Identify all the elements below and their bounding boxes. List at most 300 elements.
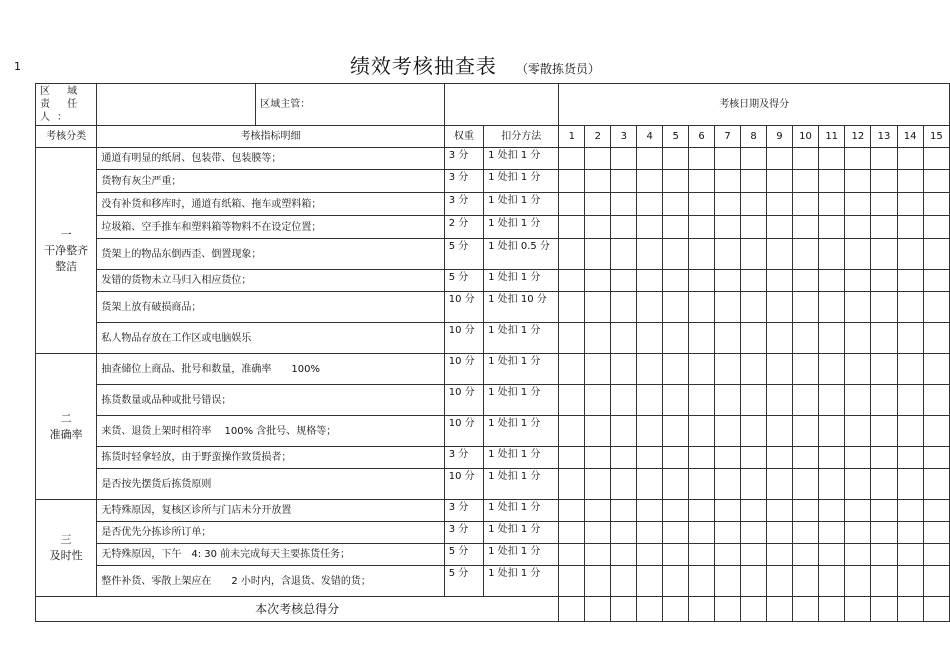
total-score-cell[interactable] [792, 597, 818, 622]
score-input-cell[interactable] [611, 170, 637, 193]
score-input-cell[interactable] [845, 354, 871, 385]
score-input-cell[interactable] [819, 447, 845, 469]
score-input-cell[interactable] [637, 469, 663, 500]
score-input-cell[interactable] [767, 239, 793, 270]
score-input-cell[interactable] [611, 385, 637, 416]
score-input-cell[interactable] [585, 292, 611, 323]
score-input-cell[interactable] [792, 148, 818, 170]
score-input-cell[interactable] [871, 385, 897, 416]
score-input-cell[interactable] [871, 354, 897, 385]
score-input-cell[interactable] [923, 148, 949, 170]
score-input-cell[interactable] [897, 216, 923, 239]
score-input-cell[interactable] [923, 385, 949, 416]
score-input-cell[interactable] [845, 170, 871, 193]
score-input-cell[interactable] [663, 500, 689, 522]
score-input-cell[interactable] [819, 239, 845, 270]
score-input-cell[interactable] [715, 323, 741, 354]
score-input-cell[interactable] [923, 170, 949, 193]
score-input-cell[interactable] [637, 239, 663, 270]
score-input-cell[interactable] [923, 270, 949, 292]
score-input-cell[interactable] [897, 239, 923, 270]
score-input-cell[interactable] [767, 270, 793, 292]
score-input-cell[interactable] [923, 323, 949, 354]
score-input-cell[interactable] [871, 148, 897, 170]
score-input-cell[interactable] [663, 323, 689, 354]
score-input-cell[interactable] [611, 239, 637, 270]
score-input-cell[interactable] [792, 170, 818, 193]
score-input-cell[interactable] [689, 239, 715, 270]
score-input-cell[interactable] [767, 216, 793, 239]
score-input-cell[interactable] [741, 416, 767, 447]
score-input-cell[interactable] [741, 193, 767, 216]
score-input-cell[interactable] [741, 323, 767, 354]
score-input-cell[interactable] [819, 469, 845, 500]
score-input-cell[interactable] [871, 447, 897, 469]
score-input-cell[interactable] [715, 469, 741, 500]
score-input-cell[interactable] [559, 544, 585, 566]
score-input-cell[interactable] [741, 292, 767, 323]
score-input-cell[interactable] [871, 566, 897, 597]
score-input-cell[interactable] [559, 522, 585, 544]
score-input-cell[interactable] [741, 544, 767, 566]
score-input-cell[interactable] [689, 500, 715, 522]
score-input-cell[interactable] [897, 354, 923, 385]
score-input-cell[interactable] [715, 416, 741, 447]
score-input-cell[interactable] [715, 566, 741, 597]
score-input-cell[interactable] [741, 447, 767, 469]
score-input-cell[interactable] [767, 500, 793, 522]
score-input-cell[interactable] [585, 469, 611, 500]
score-input-cell[interactable] [845, 416, 871, 447]
score-input-cell[interactable] [611, 522, 637, 544]
score-input-cell[interactable] [715, 170, 741, 193]
score-input-cell[interactable] [637, 323, 663, 354]
score-input-cell[interactable] [559, 239, 585, 270]
total-score-cell[interactable] [741, 597, 767, 622]
score-input-cell[interactable] [845, 323, 871, 354]
score-input-cell[interactable] [897, 385, 923, 416]
score-input-cell[interactable] [767, 193, 793, 216]
score-input-cell[interactable] [559, 270, 585, 292]
score-input-cell[interactable] [792, 354, 818, 385]
score-input-cell[interactable] [689, 148, 715, 170]
score-input-cell[interactable] [689, 544, 715, 566]
total-score-cell[interactable] [585, 597, 611, 622]
score-input-cell[interactable] [637, 447, 663, 469]
score-input-cell[interactable] [663, 193, 689, 216]
score-input-cell[interactable] [792, 544, 818, 566]
score-input-cell[interactable] [663, 292, 689, 323]
score-input-cell[interactable] [792, 385, 818, 416]
score-input-cell[interactable] [559, 170, 585, 193]
method-cell: 1 处扣 1 分 [484, 148, 559, 170]
score-input-cell[interactable] [792, 416, 818, 447]
score-input-cell[interactable] [637, 416, 663, 447]
score-input-cell[interactable] [871, 522, 897, 544]
score-input-cell[interactable] [819, 566, 845, 597]
score-input-cell[interactable] [663, 416, 689, 447]
score-input-cell[interactable] [741, 270, 767, 292]
score-input-cell[interactable] [689, 566, 715, 597]
score-input-cell[interactable] [792, 500, 818, 522]
score-input-cell[interactable] [819, 216, 845, 239]
score-input-cell[interactable] [611, 354, 637, 385]
score-input-cell[interactable] [611, 566, 637, 597]
score-input-cell[interactable] [741, 385, 767, 416]
score-input-cell[interactable] [767, 148, 793, 170]
score-input-cell[interactable] [845, 239, 871, 270]
score-input-cell[interactable] [792, 447, 818, 469]
score-input-cell[interactable] [897, 500, 923, 522]
score-input-cell[interactable] [767, 566, 793, 597]
score-input-cell[interactable] [637, 566, 663, 597]
score-input-cell[interactable] [845, 292, 871, 323]
score-input-cell[interactable] [585, 522, 611, 544]
score-input-cell[interactable] [559, 148, 585, 170]
total-score-cell[interactable] [715, 597, 741, 622]
score-input-cell[interactable] [559, 292, 585, 323]
day-header-12: 12 [845, 126, 871, 148]
category-name: 干净整齐 [44, 243, 89, 257]
indicator-cell: 无特殊原因，复核区诊所与门店未分开放置 [97, 500, 444, 522]
score-input-cell[interactable] [585, 270, 611, 292]
weight-cell: 5 分 [444, 544, 483, 566]
score-input-cell[interactable] [871, 500, 897, 522]
score-input-cell[interactable] [897, 170, 923, 193]
method-cell: 1 处扣 1 分 [484, 354, 559, 385]
area-responsible-field[interactable] [97, 84, 256, 126]
score-input-cell[interactable] [792, 216, 818, 239]
score-input-cell[interactable] [637, 500, 663, 522]
score-input-cell[interactable] [689, 522, 715, 544]
score-input-cell[interactable] [923, 566, 949, 597]
score-input-cell[interactable] [767, 292, 793, 323]
score-input-cell[interactable] [845, 469, 871, 500]
score-input-cell[interactable] [819, 292, 845, 323]
score-input-cell[interactable] [845, 544, 871, 566]
score-input-cell[interactable] [819, 522, 845, 544]
score-input-cell[interactable] [611, 148, 637, 170]
score-input-cell[interactable] [715, 193, 741, 216]
score-input-cell[interactable] [559, 323, 585, 354]
score-input-cell[interactable] [715, 447, 741, 469]
score-input-cell[interactable] [871, 193, 897, 216]
score-input-cell[interactable] [637, 354, 663, 385]
score-input-cell[interactable] [637, 170, 663, 193]
score-input-cell[interactable] [897, 566, 923, 597]
score-input-cell[interactable] [923, 544, 949, 566]
score-input-cell[interactable] [689, 447, 715, 469]
score-input-cell[interactable] [715, 216, 741, 239]
score-input-cell[interactable] [611, 193, 637, 216]
table-row [36, 270, 950, 292]
weight-cell: 5 分 [444, 270, 483, 292]
score-input-cell[interactable] [923, 447, 949, 469]
score-input-cell[interactable] [819, 385, 845, 416]
score-input-cell[interactable] [792, 469, 818, 500]
score-input-cell[interactable] [741, 170, 767, 193]
score-input-cell[interactable] [689, 469, 715, 500]
score-input-cell[interactable] [715, 385, 741, 416]
score-input-cell[interactable] [897, 323, 923, 354]
total-score-cell[interactable] [767, 597, 793, 622]
score-input-cell[interactable] [897, 447, 923, 469]
score-input-cell[interactable] [715, 292, 741, 323]
weight-cell: 3 分 [444, 170, 483, 193]
score-input-cell[interactable] [663, 469, 689, 500]
total-score-cell[interactable] [637, 597, 663, 622]
score-input-cell[interactable] [819, 148, 845, 170]
score-input-cell[interactable] [715, 500, 741, 522]
score-input-cell[interactable] [663, 447, 689, 469]
total-score-cell[interactable] [559, 597, 585, 622]
score-input-cell[interactable] [767, 447, 793, 469]
indicator-cell: 垃圾箱、空手推车和塑料箱等物料不在设定位置； [97, 216, 444, 239]
score-input-cell[interactable] [792, 270, 818, 292]
score-input-cell[interactable] [897, 270, 923, 292]
score-input-cell[interactable] [585, 416, 611, 447]
score-input-cell[interactable] [585, 323, 611, 354]
page-number: 1 [14, 60, 21, 73]
score-input-cell[interactable] [923, 354, 949, 385]
score-input-cell[interactable] [871, 170, 897, 193]
score-input-cell[interactable] [741, 239, 767, 270]
score-input-cell[interactable] [923, 216, 949, 239]
score-input-cell[interactable] [767, 469, 793, 500]
score-input-cell[interactable] [611, 416, 637, 447]
score-input-cell[interactable] [611, 292, 637, 323]
score-input-cell[interactable] [767, 522, 793, 544]
category-name-cont: 整洁 [55, 259, 78, 273]
score-input-cell[interactable] [845, 148, 871, 170]
total-score-cell[interactable] [663, 597, 689, 622]
score-input-cell[interactable] [689, 170, 715, 193]
score-input-cell[interactable] [585, 500, 611, 522]
score-input-cell[interactable] [585, 193, 611, 216]
score-input-cell[interactable] [871, 416, 897, 447]
score-input-cell[interactable] [585, 216, 611, 239]
score-input-cell[interactable] [637, 193, 663, 216]
score-input-cell[interactable] [845, 216, 871, 239]
total-score-cell[interactable] [689, 597, 715, 622]
score-input-cell[interactable] [767, 323, 793, 354]
score-input-cell[interactable] [792, 323, 818, 354]
score-input-cell[interactable] [767, 416, 793, 447]
score-input-cell[interactable] [871, 544, 897, 566]
score-input-cell[interactable] [663, 170, 689, 193]
score-input-cell[interactable] [663, 522, 689, 544]
score-input-cell[interactable] [819, 500, 845, 522]
score-input-cell[interactable] [819, 416, 845, 447]
score-input-cell[interactable] [845, 193, 871, 216]
score-input-cell[interactable] [741, 354, 767, 385]
area-supervisor-field[interactable] [444, 84, 559, 126]
score-input-cell[interactable] [819, 544, 845, 566]
score-input-cell[interactable] [741, 469, 767, 500]
score-input-cell[interactable] [845, 500, 871, 522]
score-input-cell[interactable] [585, 385, 611, 416]
score-input-cell[interactable] [897, 522, 923, 544]
score-input-cell[interactable] [689, 292, 715, 323]
day-header-2: 2 [585, 126, 611, 148]
total-score-label: 本次考核总得分 [36, 597, 559, 622]
score-input-cell[interactable] [689, 385, 715, 416]
score-input-cell[interactable] [845, 447, 871, 469]
score-input-cell[interactable] [663, 566, 689, 597]
score-input-cell[interactable] [715, 544, 741, 566]
score-input-cell[interactable] [559, 469, 585, 500]
score-input-cell[interactable] [611, 323, 637, 354]
score-input-cell[interactable] [585, 239, 611, 270]
score-input-cell[interactable] [559, 500, 585, 522]
score-input-cell[interactable] [923, 239, 949, 270]
score-input-cell[interactable] [663, 148, 689, 170]
score-input-cell[interactable] [715, 522, 741, 544]
score-input-cell[interactable] [819, 354, 845, 385]
weight-cell: 10 分 [444, 323, 483, 354]
score-input-cell[interactable] [767, 354, 793, 385]
score-input-cell[interactable] [897, 469, 923, 500]
weight-cell: 3 分 [444, 193, 483, 216]
score-input-cell[interactable] [637, 544, 663, 566]
method-cell: 1 处扣 10 分 [484, 292, 559, 323]
score-input-cell[interactable] [637, 270, 663, 292]
score-input-cell[interactable] [663, 270, 689, 292]
page-title: 绩效考核抽查表 [349, 54, 497, 78]
score-input-cell[interactable] [923, 469, 949, 500]
score-input-cell[interactable] [559, 566, 585, 597]
score-input-cell[interactable] [637, 292, 663, 323]
score-input-cell[interactable] [871, 292, 897, 323]
score-input-cell[interactable] [897, 544, 923, 566]
score-input-cell[interactable] [559, 447, 585, 469]
total-score-cell[interactable] [819, 597, 845, 622]
score-input-cell[interactable] [715, 354, 741, 385]
score-input-cell[interactable] [792, 239, 818, 270]
score-input-cell[interactable] [819, 323, 845, 354]
score-input-cell[interactable] [923, 416, 949, 447]
score-input-cell[interactable] [611, 500, 637, 522]
score-input-cell[interactable] [792, 292, 818, 323]
score-input-cell[interactable] [897, 148, 923, 170]
weight-cell: 10 分 [444, 292, 483, 323]
score-input-cell[interactable] [792, 566, 818, 597]
score-input-cell[interactable] [871, 323, 897, 354]
score-input-cell[interactable] [585, 447, 611, 469]
score-input-cell[interactable] [792, 193, 818, 216]
score-input-cell[interactable] [767, 170, 793, 193]
score-input-cell[interactable] [611, 447, 637, 469]
score-input-cell[interactable] [637, 148, 663, 170]
score-input-cell[interactable] [637, 522, 663, 544]
score-input-cell[interactable] [611, 544, 637, 566]
score-input-cell[interactable] [585, 544, 611, 566]
indicator-cell: 拣货时轻拿轻放，由于野蛮操作致货损者； [97, 447, 444, 469]
score-input-cell[interactable] [663, 239, 689, 270]
total-score-cell[interactable] [897, 597, 923, 622]
score-input-cell[interactable] [923, 193, 949, 216]
category-number: 三 [60, 533, 72, 546]
score-input-cell[interactable] [663, 216, 689, 239]
score-input-cell[interactable] [689, 323, 715, 354]
score-input-cell[interactable] [637, 216, 663, 239]
score-input-cell[interactable] [741, 522, 767, 544]
score-input-cell[interactable] [792, 522, 818, 544]
method-cell: 1 处扣 1 分 [484, 416, 559, 447]
score-input-cell[interactable] [741, 216, 767, 239]
score-input-cell[interactable] [559, 385, 585, 416]
score-input-cell[interactable] [611, 270, 637, 292]
score-input-cell[interactable] [611, 469, 637, 500]
score-input-cell[interactable] [611, 216, 637, 239]
day-header-4: 4 [637, 126, 663, 148]
score-input-cell[interactable] [897, 292, 923, 323]
score-input-cell[interactable] [585, 566, 611, 597]
score-input-cell[interactable] [845, 566, 871, 597]
score-input-cell[interactable] [559, 416, 585, 447]
score-input-cell[interactable] [845, 270, 871, 292]
score-input-cell[interactable] [585, 354, 611, 385]
score-input-cell[interactable] [845, 385, 871, 416]
score-input-cell[interactable] [741, 566, 767, 597]
score-input-cell[interactable] [559, 193, 585, 216]
score-input-cell[interactable] [871, 270, 897, 292]
day-header-5: 5 [663, 126, 689, 148]
score-input-cell[interactable] [741, 500, 767, 522]
score-input-cell[interactable] [715, 239, 741, 270]
score-input-cell[interactable] [871, 239, 897, 270]
score-input-cell[interactable] [819, 193, 845, 216]
category-name: 及时性 [49, 549, 83, 562]
score-input-cell[interactable] [663, 354, 689, 385]
score-input-cell[interactable] [585, 148, 611, 170]
score-input-cell[interactable] [559, 354, 585, 385]
score-input-cell[interactable] [767, 385, 793, 416]
score-input-cell[interactable] [689, 193, 715, 216]
score-input-cell[interactable] [819, 270, 845, 292]
total-score-cell[interactable] [923, 597, 949, 622]
score-input-cell[interactable] [637, 385, 663, 416]
score-input-cell[interactable] [689, 354, 715, 385]
area-supervisor-label: 区域主管： [256, 84, 445, 126]
score-input-cell[interactable] [923, 522, 949, 544]
score-input-cell[interactable] [897, 416, 923, 447]
score-input-cell[interactable] [689, 216, 715, 239]
score-input-cell[interactable] [845, 522, 871, 544]
total-score-cell[interactable] [611, 597, 637, 622]
score-input-cell[interactable] [559, 216, 585, 239]
score-input-cell[interactable] [871, 216, 897, 239]
score-input-cell[interactable] [663, 385, 689, 416]
weight-cell: 10 分 [444, 385, 483, 416]
score-input-cell[interactable] [585, 170, 611, 193]
score-input-cell[interactable] [923, 292, 949, 323]
method-header: 扣分方法 [484, 126, 559, 148]
score-input-cell[interactable] [741, 148, 767, 170]
score-input-cell[interactable] [689, 270, 715, 292]
score-input-cell[interactable] [715, 270, 741, 292]
score-input-cell[interactable] [767, 544, 793, 566]
score-input-cell[interactable] [715, 148, 741, 170]
score-input-cell[interactable] [689, 416, 715, 447]
score-input-cell[interactable] [923, 500, 949, 522]
score-input-cell[interactable] [871, 469, 897, 500]
score-input-cell[interactable] [663, 544, 689, 566]
score-input-cell[interactable] [897, 193, 923, 216]
total-score-cell[interactable] [845, 597, 871, 622]
score-input-cell[interactable] [819, 170, 845, 193]
total-score-cell[interactable] [871, 597, 897, 622]
